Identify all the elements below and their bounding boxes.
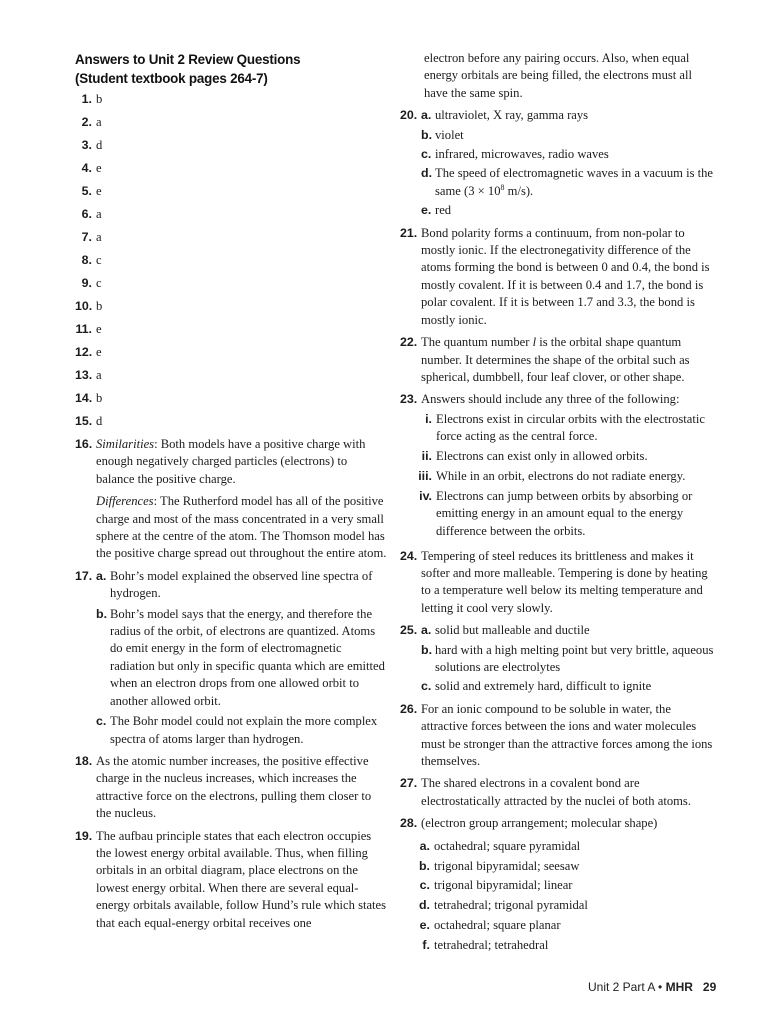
short-answer-item [75,160,388,177]
answer-26-text: For an ionic compound to be soluble in water, the attractive forces between the ions and water molecules must be stronger than the attractive forces among the ions themselves. [421,701,713,769]
answer-20e: red [435,203,452,218]
sub-label: a. [421,108,432,123]
answer-18 [75,753,388,823]
sub-label: c. [421,679,432,694]
differences-label: Differences [96,494,154,509]
answer-19-continued: electron before any pairing occurs. Also, when equal energy orbitals are being filled, the electrons must all have the same spin. [424,51,692,100]
answer-28-list [418,838,718,955]
answer-value: c [96,276,102,290]
sub-answer-text: trigonal bipyramidal; linear [434,878,573,893]
answer-20d-pre: The speed of electromagnetic waves in a vacuum is the same (3 × 10 [435,166,714,198]
answer-28 [400,815,718,957]
sub-label: b. [96,606,108,621]
sub-label: b. [421,127,433,142]
answer-21 [400,225,718,329]
answer-17c: The Bohr model could not explain the more complex spectra of atoms larger than hydrogen. [110,714,378,746]
answer-23-list [418,411,718,540]
answer-21-text: Bond polarity forms a continuum, from non-polar to mostly ionic. If the electronegativity difference of the atoms forming the bond is between 0 and 0.4, the bond is mostly covalent. If it is between 0.4 and 1.7, the bond is polar covalent. If it is between 1.7 and 3.3, the bond is mostly ionic. [421,225,710,327]
sub-label: b. [421,642,433,657]
answer-value: e [96,322,102,336]
similarities-label: Similarities [96,437,155,451]
answer-value: e [96,345,102,359]
short-answer-item [75,321,388,338]
answer-18-text: As the atomic number increases, the positive effective charge in the nucleus increases, which increases the attractive force on the electrons, pulling them closer to the nucleus. [96,753,372,821]
short-answer-item [75,206,388,223]
answer-value: e [96,161,102,175]
sub-answer-text: Electrons exist in circular orbits with the electrostatic force acting as the central force. [436,411,705,444]
answer-number: 16. [75,437,93,451]
sub-label: c. [421,147,432,162]
sub-label: e. [419,918,430,933]
answer-20b: violet [435,127,464,142]
sub-label: e. [421,203,432,218]
answer-22-post: is the orbital shape quantum number. It determines the shape of the orbital such as spherical, dumbbell, four leaf clover, or other shape. [421,335,690,384]
sub-answer-item [400,411,718,446]
answer-number: 1. [81,92,92,106]
answer-value: c [96,253,102,267]
short-answer-item [75,114,388,131]
answer-20d-post: m/s). [504,183,534,198]
sub-answer-text: Electrons can exist only in allowed orbits. [436,449,648,464]
answer-value: a [96,368,102,382]
answer-23-text: Answers should include any three of the following: [421,392,680,407]
sub-answer-item [400,937,718,954]
sub-answer-text: trigonal bipyramidal; seesaw [434,858,580,873]
short-answer-item [75,183,388,200]
sub-label: b. [418,858,430,873]
answer-16 [75,436,388,563]
answer-20d [435,165,718,200]
answer-25b: hard with a high melting point but very brittle, aqueous solutions are electrolytes [435,642,714,674]
answer-27-text: The shared electrons in a covalent bond are electrostatically attracted by the nuclei of both atoms. [421,776,691,808]
answer-value: b [96,299,103,313]
answer-number: 25. [400,623,418,638]
answer-22-text [421,334,718,386]
answer-value: a [96,230,102,244]
answer-number: 15. [75,414,93,428]
answer-17b: Bohr’s model says that the energy, and therefore the radius of the orbit, of electrons are quantized. Atoms do emit energy in the form of electromagnetic radiation but only in specific quanta which are emitted when an electron drops from one allowed orbit to another allowed orbit. [110,606,385,708]
answer-25 [400,622,718,696]
answer-number: 23. [400,392,418,407]
answer-number: 19. [75,828,93,843]
short-answer-item [75,252,388,269]
sub-answer-item [400,838,718,855]
quantum-number-symbol: l [532,335,537,350]
short-answer-item [75,137,388,154]
short-answer-list [75,91,388,430]
answer-number: 18. [75,753,93,768]
answer-25a: solid but malleable and ductile [435,623,590,638]
right-column [400,50,718,957]
footer-publisher: MHR [665,980,693,994]
answer-number: 5. [81,184,92,198]
answer-value: b [96,92,103,106]
sub-label: a. [96,568,107,583]
answer-22-pre: The quantum number [421,335,533,350]
answer-17a: Bohr’s model explained the observed line spectra of hydrogen. [110,568,373,601]
answer-number: 28. [400,816,418,831]
sub-label: c. [419,878,430,893]
sub-answer-text: While in an orbit, electrons do not radiate energy. [436,468,686,483]
answer-number: 12. [75,345,93,359]
sub-answer-item [400,858,718,875]
answer-number: 13. [75,368,93,382]
sub-answer-text: Electrons can jump between orbits by absorbing or emitting energy in an amount equal to the energy difference between the orbits. [436,488,693,538]
answer-value: a [96,115,102,129]
answer-number: 6. [81,207,92,221]
sub-answer-item [400,448,718,465]
sub-answer-text: tetrahedral; tetrahedral [434,938,549,953]
differences-text: : The Rutherford model has all of the positive charge and most of the mass concentrated in a very small sphere at the centre of the atom. The Thomson model has the positive charge spread out throughout the entire atom. [96,494,387,561]
sub-label: a. [419,838,430,853]
answer-number: 14. [75,391,93,405]
sub-label: ii. [421,449,432,464]
answer-number: 24. [400,548,418,563]
answer-19-text: The aufbau principle states that each electron occupies the lowest energy orbital available. Thus, when filling orbitals in an orbital diagram, place electrons on the lowest energy orbital. When there are several equal-energy orbitals available, follow Hund’s rule which states that each equal-energy orbital receives one [96,828,387,930]
answer-20a: ultraviolet, X ray, gamma rays [435,108,589,123]
sub-label: a. [421,623,432,638]
answer-23 [400,391,718,542]
short-answer-item [75,91,388,108]
answer-number: 26. [400,701,418,716]
short-answer-item [75,413,388,430]
sub-answer-item [400,877,718,894]
answer-26 [400,701,718,771]
answer-number: 11. [75,322,92,336]
answer-number: 20. [400,108,418,123]
short-answer-item [75,229,388,246]
sub-label: iv. [419,488,432,503]
short-answer-item [75,390,388,407]
sub-answer-item [400,897,718,914]
answer-25c: solid and extremely hard, difficult to ignite [435,679,652,694]
answer-17 [75,568,388,748]
page-number: 29 [702,980,717,994]
answer-value: d [96,138,103,152]
answer-28-text: (electron group arrangement; molecular shape) [421,816,658,831]
sub-answer-text: octahedral; square planar [434,918,561,933]
short-answer-item [75,275,388,292]
answer-number: 27. [400,776,418,791]
answer-20c: infrared, microwaves, radio waves [435,147,609,162]
answer-value: a [96,207,102,221]
sub-answer-item [400,917,718,934]
answer-number: 8. [81,253,92,267]
answer-24-text: Tempering of steel reduces its brittleness and makes it softer and more malleable. Tempering is done by heating to a temperature well below its melting temperature and letting it cool very slowly. [421,548,708,615]
sub-label: d. [421,166,433,181]
answer-number: 22. [400,335,418,350]
footer-unit: Unit 2 Part A [588,980,655,994]
answer-number: 21. [400,225,418,240]
answer-20 [400,107,718,219]
sub-label: f. [422,938,430,953]
page-title: Answers to Unit 2 Review Questions [75,52,301,67]
sub-label: d. [418,898,430,913]
answer-number: 9. [81,276,92,290]
answer-number: 17. [75,568,93,583]
answer-value: e [96,184,102,198]
answer-number: 7. [81,230,92,244]
answer-27 [400,775,718,810]
sub-label: i. [425,411,432,426]
sub-label: iii. [418,468,432,483]
page-footer [588,979,716,996]
left-column [75,50,388,932]
short-answer-item [75,298,388,315]
short-answer-item [75,367,388,384]
answer-number: 10. [75,299,93,313]
answer-number: 3. [81,138,92,152]
answer-value: d [96,414,103,428]
answer-22 [400,334,718,386]
similarities-text: : Both models have a positive charge with enough negatively charged particles (electrons) to balance the positive charge. [96,437,366,486]
answer-19 [75,828,388,932]
sub-answer-text: octahedral; square pyramidal [434,838,581,853]
answer-number: 4. [81,161,92,175]
short-answer-item [75,344,388,361]
answer-24 [400,548,718,618]
exponent: 8 [500,182,505,192]
sub-label: c. [96,714,107,729]
sub-answer-item [400,488,718,540]
answer-number: 2. [81,115,92,129]
page-subtitle: (Student textbook pages 264-7) [75,71,268,86]
answer-value: b [96,391,103,405]
footer-separator: • [654,980,666,994]
sub-answer-item [400,468,718,485]
sub-answer-text: tetrahedral; trigonal pyramidal [434,898,588,913]
